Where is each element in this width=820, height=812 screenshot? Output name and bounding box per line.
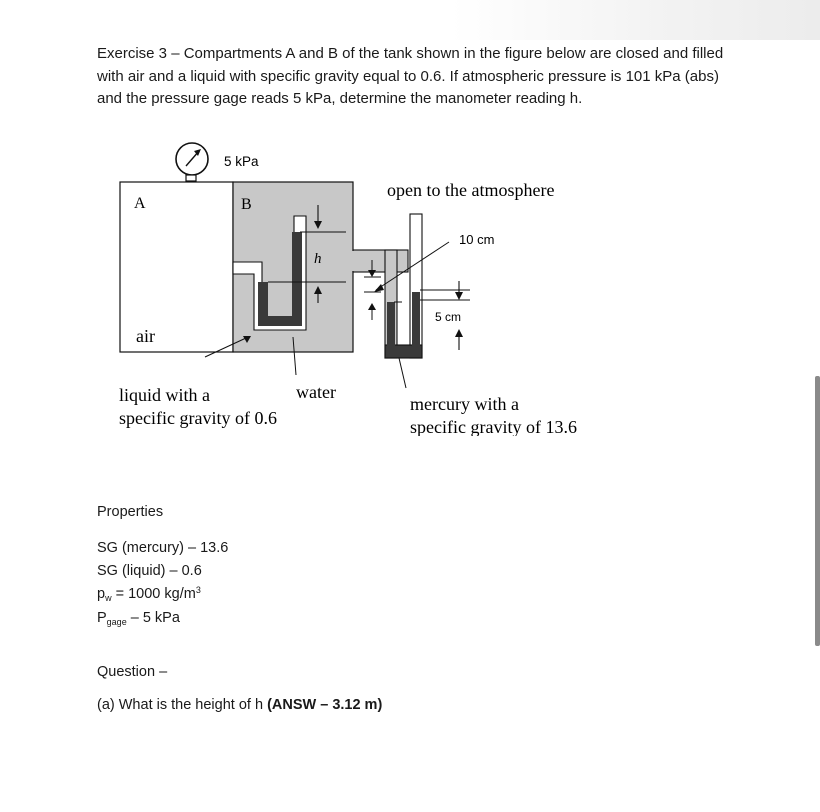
- rho-unit-exponent: 3: [195, 585, 201, 595]
- compartment-a-label: A: [134, 195, 146, 212]
- rho-symbol: p: [97, 586, 106, 602]
- sg-liquid-item: SG (liquid) – 0.6: [97, 563, 202, 579]
- dim-10cm-label: 10 cm: [459, 232, 495, 247]
- liquid-label-line-2: specific gravity of 0.6: [119, 408, 277, 428]
- rho-value: = 1000 kg/m: [111, 586, 196, 602]
- mercury-label-line-2: specific gravity of 13.6: [410, 417, 577, 436]
- sg-mercury-item: SG (mercury) – 13.6: [97, 540, 229, 556]
- p-value: – 5 kPa: [126, 610, 180, 626]
- dim-5cm-label: 5 cm: [435, 310, 462, 324]
- gage-reading-label: 5 kPa: [224, 154, 259, 169]
- p-symbol: P: [97, 610, 107, 626]
- part-a-text: (a) What is the height of h: [97, 697, 268, 713]
- right-connecting-pipe: [352, 250, 408, 272]
- pressure-gage-icon: [176, 143, 208, 181]
- tank-manometer-figure: [100, 136, 720, 436]
- exercise-statement: Exercise 3 – Compartments A and B of the tank shown in the figure below are closed and filled with air and a liquid with specific gravity equal to 0.6. If atmospheric pressure is 101 kPa (abs) and the pressure gage reads 5 kPa, determine the manometer reading h.: [97, 45, 724, 107]
- compartment-b-label: B: [241, 196, 252, 213]
- question-heading: Question –: [97, 664, 168, 680]
- question-part-a: [97, 697, 382, 713]
- open-atmosphere-label: open to the atmosphere: [387, 180, 555, 200]
- scrollbar-thumb[interactable]: [815, 376, 820, 646]
- top-shading: [0, 0, 820, 40]
- properties-list: [97, 537, 228, 631]
- mercury-label-line-1: mercury with a: [410, 394, 519, 414]
- right-manometer: [385, 214, 422, 358]
- properties-title: Properties: [97, 504, 164, 520]
- h-label: h: [314, 251, 322, 267]
- liquid-label-line-1: liquid with a: [119, 385, 210, 405]
- water-label: water: [296, 382, 336, 402]
- mercury-leader-line: [399, 358, 406, 388]
- air-label: air: [136, 326, 155, 346]
- part-a-answer: (ANSW – 3.12 m): [267, 697, 383, 713]
- water-density-item: [97, 583, 228, 607]
- p-subscript: gage: [106, 617, 127, 627]
- gage-pressure-item: [97, 607, 228, 631]
- rho-subscript: w: [105, 593, 112, 603]
